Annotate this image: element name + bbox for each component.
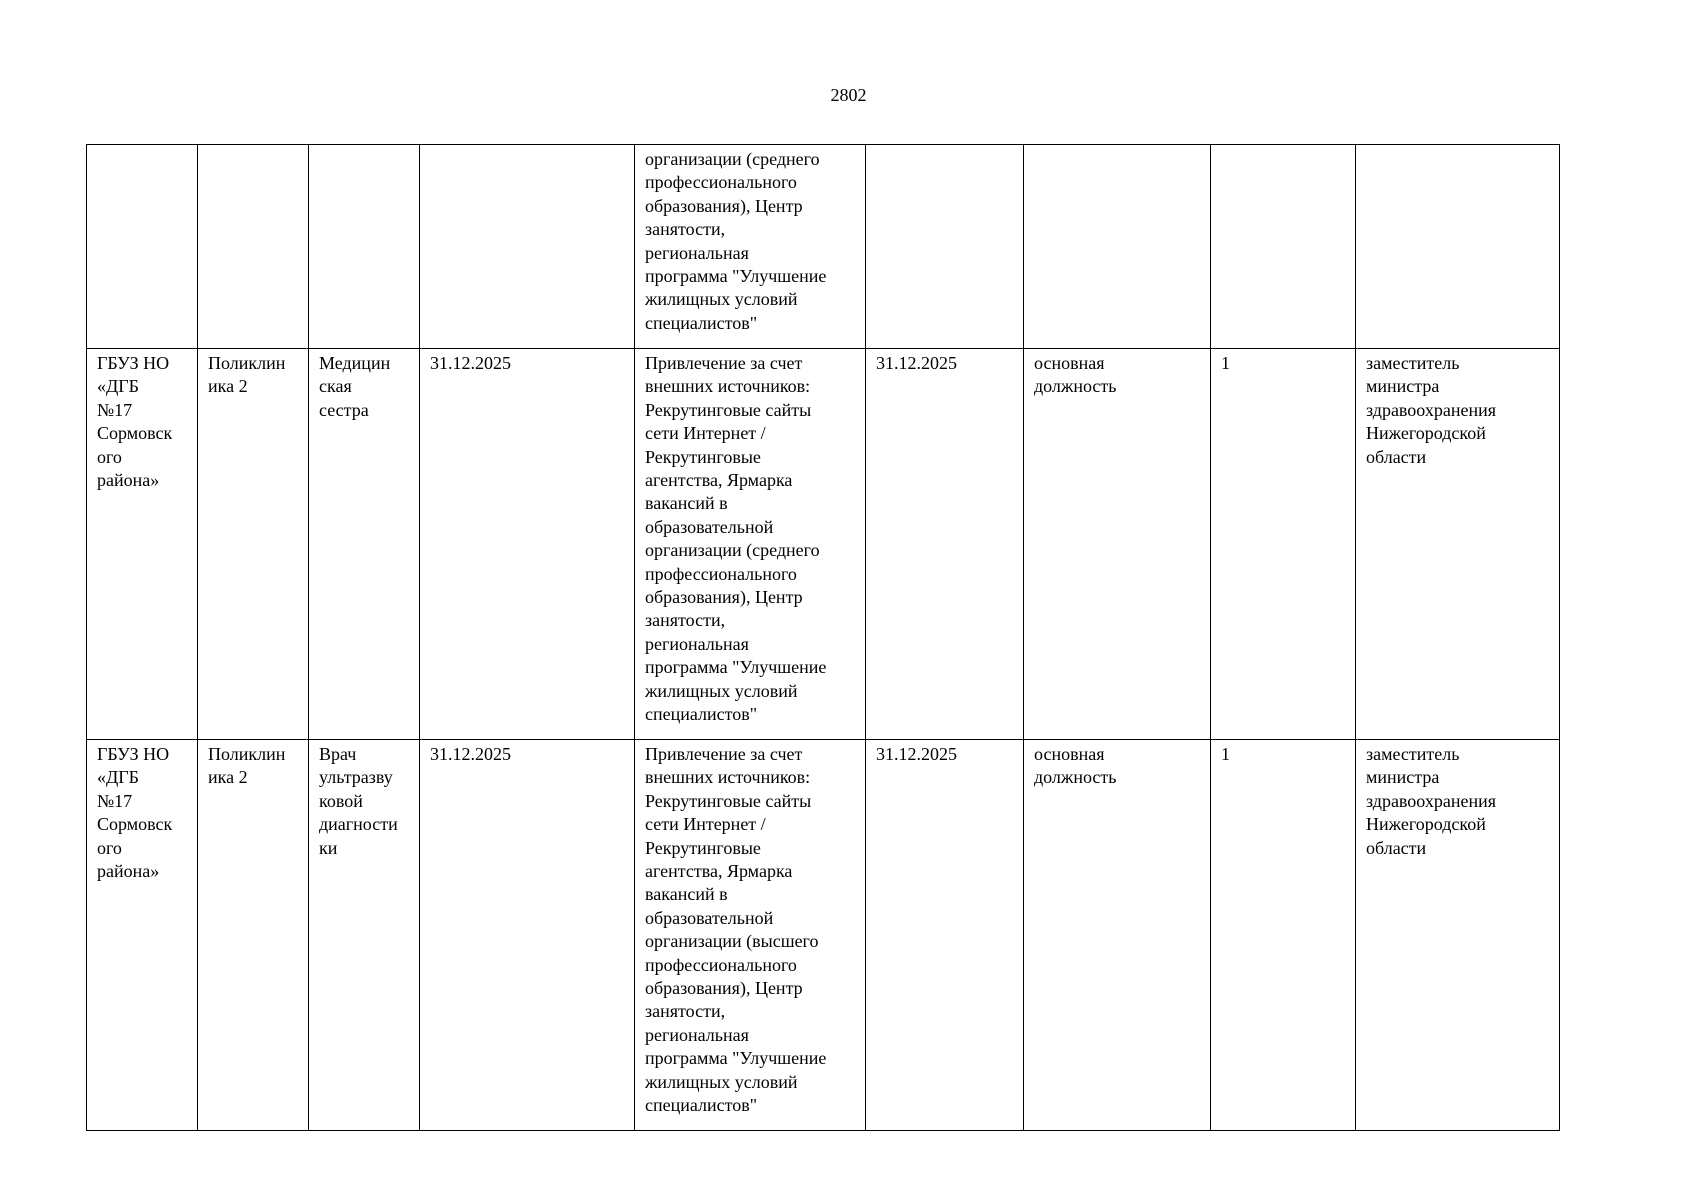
cell-responsible [1356, 740, 1560, 1131]
cell-text-line: 31.12.2025 [430, 353, 511, 373]
cell-text-line: профессионального [645, 954, 797, 975]
cell-text-line: Рекрутинговые [645, 837, 761, 858]
cell-text-line: программа "Улучшение [645, 657, 827, 678]
cell-text-line: ика 2 [208, 767, 248, 788]
cell-text-line: здравоохранения [1366, 790, 1497, 811]
cell-text-line: ГБУЗ НО [97, 744, 170, 764]
cell-text-line: образования), Центр [645, 195, 803, 216]
cell-text-line: должность [1034, 376, 1117, 397]
cell-text-line: диагности [319, 814, 398, 835]
cell-text-line: заместитель [1366, 744, 1460, 764]
cell-text-line: «ДГБ [97, 376, 140, 397]
cell-text-line: Поликлин [208, 353, 286, 373]
cell-text-line: 31.12.2025 [430, 744, 511, 764]
cell-text-line: занятости, [645, 1001, 726, 1022]
cell-responsible [1356, 145, 1560, 349]
cell-completion-date [866, 740, 1024, 1131]
cell-text-line: региональная [645, 242, 749, 263]
cell-text-line: вакансий в [645, 884, 728, 905]
cell-text-line: занятости, [645, 219, 726, 240]
cell-text-line: №17 [97, 790, 133, 811]
cell-text-line: Привлечение за счет [645, 744, 803, 764]
cell-text-line: организации (среднего [645, 149, 820, 169]
cell-recruitment-method [635, 740, 866, 1131]
cell-text-line: Рекрутинговые сайты [645, 790, 812, 811]
page-number: 2802 [830, 85, 867, 105]
cell-organization [87, 349, 198, 740]
cell-text-line: жилищных условий [645, 289, 798, 310]
cell-text-line: 1 [1221, 744, 1230, 764]
cell-text-line: 1 [1221, 353, 1230, 373]
cell-text-line: ого [97, 446, 122, 467]
cell-text-line: внешних источников: [645, 767, 811, 788]
cell-text-line: должность [1034, 767, 1117, 788]
cell-text-line: Нижегородской [1366, 814, 1486, 835]
cell-text-line: образовательной [645, 907, 774, 928]
cell-text-line: здравоохранения [1366, 399, 1497, 420]
cell-recruitment-method [635, 145, 866, 349]
cell-text-line: Медицин [319, 353, 391, 373]
cell-position [309, 740, 420, 1131]
cell-text-line: занятости, [645, 610, 726, 631]
cell-text-line: профессионального [645, 563, 797, 584]
cell-text-line: специалистов" [645, 312, 758, 333]
cell-text-line: вакансий в [645, 493, 728, 514]
cell-text-line: Нижегородской [1366, 423, 1486, 444]
cell-text-line: области [1366, 837, 1427, 858]
cell-text-line: жилищных условий [645, 680, 798, 701]
cell-deadline [420, 349, 635, 740]
cell-text-line: основная [1034, 744, 1105, 764]
cell-text-line: заместитель [1366, 353, 1460, 373]
cell-text-line: сестра [319, 399, 369, 420]
cell-position-type [1024, 349, 1211, 740]
cell-text-line: Рекрутинговые [645, 446, 761, 467]
cell-unit [198, 145, 309, 349]
cell-text-line: «ДГБ [97, 767, 140, 788]
cell-text-line: ого [97, 837, 122, 858]
cell-text-line: программа "Улучшение [645, 1048, 827, 1069]
cell-text-line: Привлечение за счет [645, 353, 803, 373]
cell-text-line: ки [319, 837, 338, 858]
cell-text-line: организации (высшего [645, 931, 819, 952]
cell-text-line: сети Интернет / [645, 814, 766, 835]
cell-text-line: образования), Центр [645, 978, 803, 999]
cell-count [1211, 145, 1356, 349]
cell-count [1211, 349, 1356, 740]
cell-text-line: специалистов" [645, 704, 758, 725]
cell-text-line: основная [1034, 353, 1105, 373]
cell-text-line: ика 2 [208, 376, 248, 397]
cell-position-type [1024, 740, 1211, 1131]
cell-position [309, 145, 420, 349]
cell-text-line: ультразву [319, 767, 393, 788]
cell-text-line: Врач [319, 744, 357, 764]
cell-text-line: Сормовск [97, 423, 173, 444]
cell-text-line: региональная [645, 1024, 749, 1045]
cell-text-line: ГБУЗ НО [97, 353, 170, 373]
cell-organization [87, 145, 198, 349]
cell-text-line: Сормовск [97, 814, 173, 835]
cell-text-line: сети Интернет / [645, 423, 766, 444]
cell-text-line: Поликлин [208, 744, 286, 764]
cell-text-line: программа "Улучшение [645, 266, 827, 287]
cell-text-line: министра [1366, 767, 1440, 788]
cell-text-line: внешних источников: [645, 376, 811, 397]
cell-text-line: министра [1366, 376, 1440, 397]
cell-position-type [1024, 145, 1211, 349]
cell-count [1211, 740, 1356, 1131]
cell-text-line: региональная [645, 633, 749, 654]
cell-text-line: 31.12.2025 [876, 353, 957, 373]
cell-text-line: ковой [319, 790, 363, 811]
document-table [86, 144, 1560, 1131]
cell-text-line: агентства, Ярмарка [645, 470, 793, 491]
cell-text-line: профессионального [645, 172, 797, 193]
cell-organization [87, 740, 198, 1131]
cell-text-line: ская [319, 376, 352, 397]
table-row [87, 740, 1560, 1131]
cell-deadline [420, 740, 635, 1131]
cell-text-line: района» [97, 861, 160, 882]
cell-text-line: образования), Центр [645, 587, 803, 608]
table-row [87, 145, 1560, 349]
cell-position [309, 349, 420, 740]
cell-responsible [1356, 349, 1560, 740]
cell-unit [198, 349, 309, 740]
cell-completion-date [866, 145, 1024, 349]
table-row [87, 349, 1560, 740]
cell-text-line: специалистов" [645, 1095, 758, 1116]
cell-text-line: №17 [97, 399, 133, 420]
cell-text-line: 31.12.2025 [876, 744, 957, 764]
cell-text-line: Рекрутинговые сайты [645, 399, 812, 420]
cell-text-line: образовательной [645, 516, 774, 537]
cell-recruitment-method [635, 349, 866, 740]
cell-text-line: организации (среднего [645, 540, 820, 561]
cell-text-line: района» [97, 470, 160, 491]
cell-unit [198, 740, 309, 1131]
cell-text-line: жилищных условий [645, 1071, 798, 1092]
cell-deadline [420, 145, 635, 349]
cell-completion-date [866, 349, 1024, 740]
cell-text-line: агентства, Ярмарка [645, 861, 793, 882]
cell-text-line: области [1366, 446, 1427, 467]
